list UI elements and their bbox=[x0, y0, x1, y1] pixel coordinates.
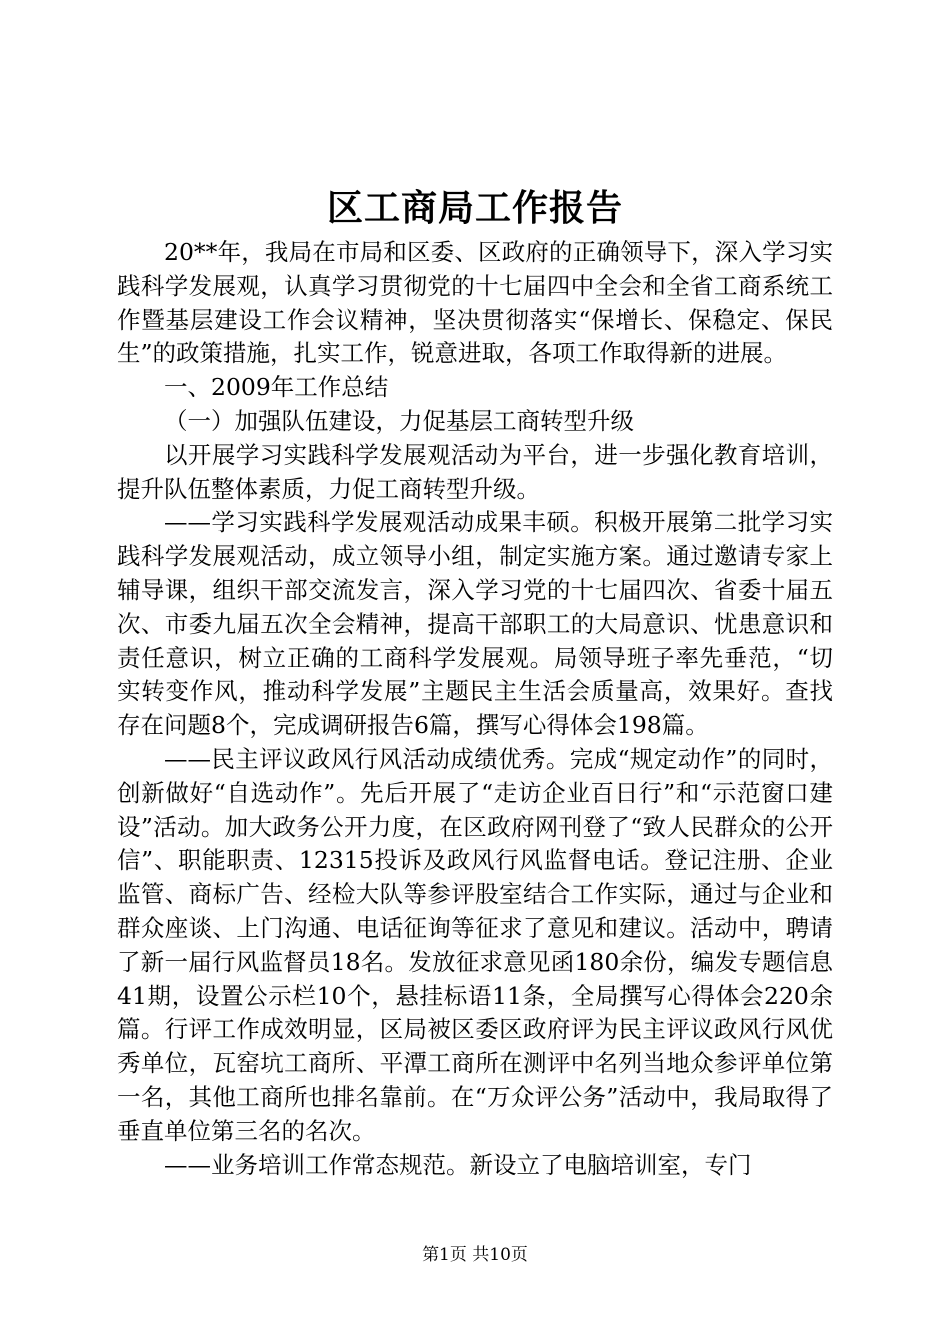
page-footer: 第1页 共10页 bbox=[422, 1245, 528, 1265]
body-paragraph: ——业务培训工作常态规范。新设立了电脑培训室，专门 bbox=[164, 1150, 752, 1179]
subsection-heading: （一）加强队伍建设，力促基层工商转型升级 bbox=[164, 406, 634, 435]
intro-paragraph: 20**年，我局在市局和区委、区政府的正确领导下，深入学习实践科学发展观，认真学习贯彻党的十七届四中全会和全省工商系统工作暨基层建设工作会议精神，坚决贯彻落实“保增长、保稳定、保民生”的政策措施，扎实工作，锐意进取，各项工作取得新的进展。 bbox=[117, 238, 833, 368]
document-page bbox=[117, 180, 833, 1182]
section-heading: 一、2009年工作总结 bbox=[164, 373, 389, 402]
body-paragraph: ——民主评议政风行风活动成绩优秀。完成“规定动作”的同时，创新做好“自选动作”。先后开展了“走访企业百日行”和“示范窗口建设”活动。加大政务公开力度，在区政府网刊登了“致人民群众的公开信”、职能职责、12315投诉及政风行风监督电话。登记注册、企业监管、商标广告、经检大队等参评股室结合工作实际，通过与企业和群众座谈、上门沟通、电话征询等征求了意见和建议。活动中，聘请了新一届行风监督员18名。发放征求意见函180余份，编发专题信息41期，设置公示栏10个，悬挂标语11条，全局撰写心得体会220余篇。行评工作成效明显，区局被区委区政府评为民主评议政风行风优秀单位，瓦窑坑工商所、平潭工商所在测评中名列当地众参评单位第一名，其他工商所也排名靠前。在“万众评公务”活动中，我局取得了垂直单位第三名的名次。 bbox=[117, 744, 833, 1145]
document-title: 区工商局工作报告 bbox=[326, 187, 623, 229]
body-paragraph: 以开展学习实践科学发展观活动为平台，进一步强化教育培训，提升队伍整体素质，力促工商转型升级。 bbox=[117, 440, 833, 503]
body-paragraph: ——学习实践科学发展观活动成果丰硕。积极开展第二批学习实践科学发展观活动，成立领导小组，制定实施方案。通过邀请专家上辅导课，组织干部交流发言，深入学习党的十七届四次、省委十届五次、市委九届五次全会精神，提高干部职工的大局意识、忧患意识和责任意识，树立正确的工商科学发展观。局领导班子率先垂范，“切实转变作风，推动科学发展”主题民主生活会质量高，效果好。查找存在问题8个，完成调研报告6篇，撰写心得体会198篇。 bbox=[117, 508, 833, 740]
